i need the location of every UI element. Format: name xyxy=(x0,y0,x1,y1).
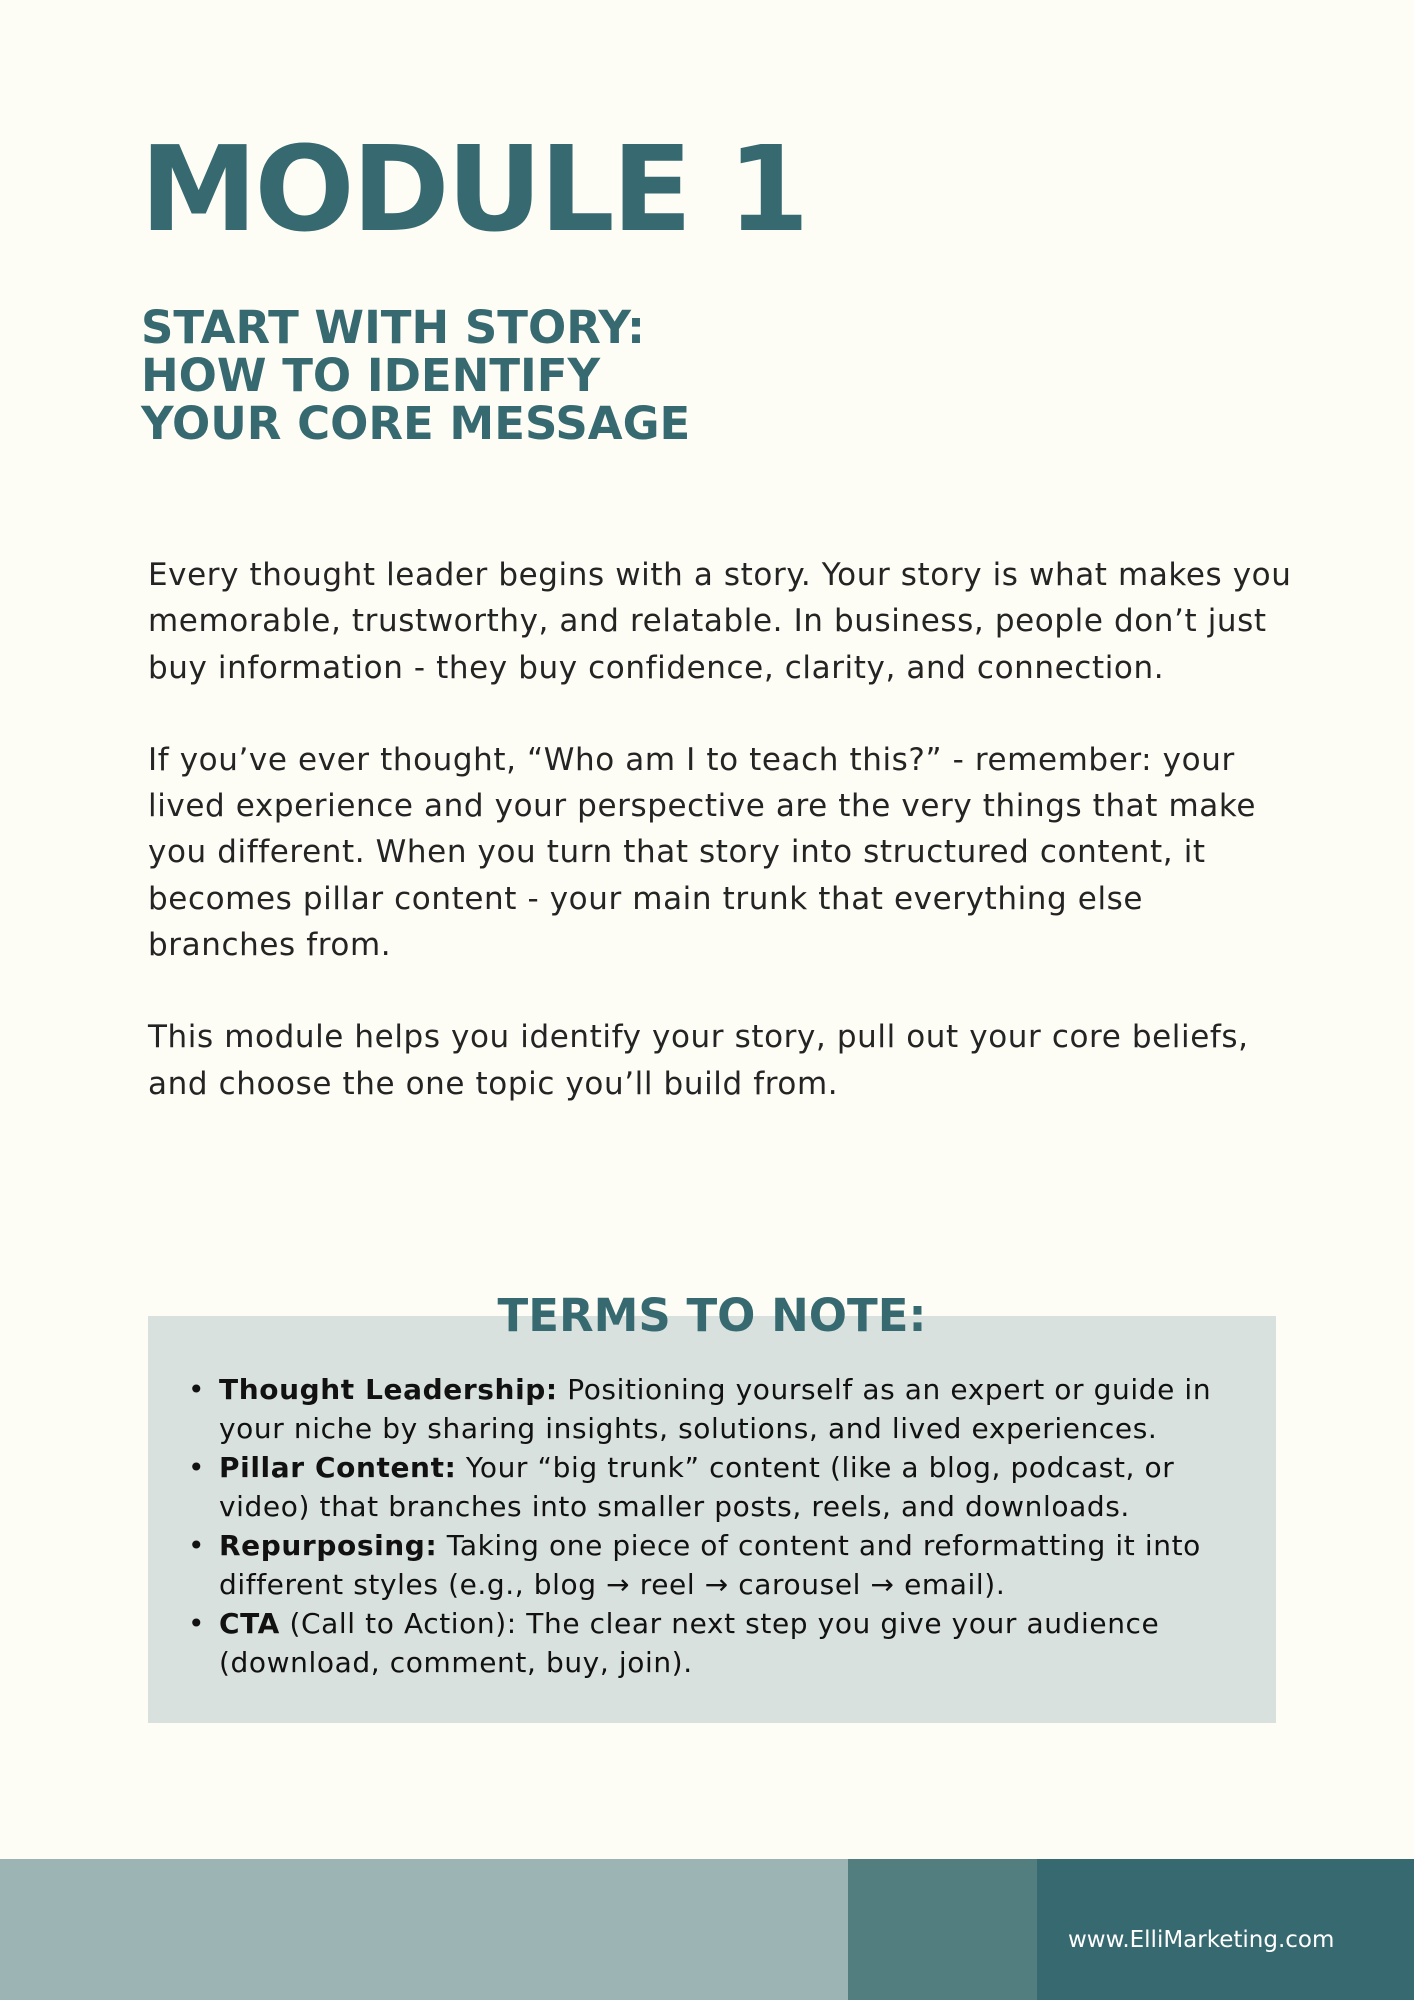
term-item xyxy=(188,1604,1259,1682)
terms-list xyxy=(188,1370,1259,1682)
term-item xyxy=(188,1526,1259,1604)
subtitle-line: START WITH STORY: xyxy=(141,301,646,354)
term-name: CTA xyxy=(219,1607,280,1640)
subtitle-line: HOW TO IDENTIFY xyxy=(141,349,601,402)
term-item xyxy=(188,1370,1259,1448)
term-definition: (Call to Action): The clear next step you give your audience (download, comment, buy, join). xyxy=(219,1607,1160,1679)
intro-paragraph: If you’ve ever thought, “Who am I to teach this?” - remember: your lived experience and your perspective are the very things that make you different. When you turn that story into structured content, it becomes pillar content - your main trunk that everything else branches from. xyxy=(148,741,1257,964)
term-definition: Taking one piece of content and reformatting it into different styles (e.g., blog → reel → carousel → email). xyxy=(219,1529,1201,1601)
bullet-icon: • xyxy=(188,1373,206,1406)
module-title: MODULE 1 xyxy=(140,120,807,258)
bullet-icon: • xyxy=(188,1607,206,1640)
subtitle-line: YOUR CORE MESSAGE xyxy=(141,397,691,450)
intro-paragraph: Every thought leader begins with a story. Your story is what makes you memorable, trustworthy, and relatable. In business, people don’t just buy information - they buy confidence, clarity, and connection. xyxy=(148,557,1292,686)
term-definition: Positioning yourself as an expert or guide in your niche by sharing insights, solutions, and lived experiences. xyxy=(219,1373,1212,1445)
term-definition: Your “big trunk” content (like a blog, podcast, or video) that branches into smaller posts, reels, and downloads. xyxy=(219,1451,1175,1523)
footer-block-light xyxy=(0,1859,848,2000)
term-name: Repurposing: xyxy=(219,1529,438,1562)
bullet-icon: • xyxy=(188,1529,206,1562)
intro-body xyxy=(148,552,1298,1153)
website-link[interactable]: www.ElliMarketing.com xyxy=(1068,1927,1335,1953)
term-name: Thought Leadership: xyxy=(219,1373,558,1406)
term-item xyxy=(188,1448,1259,1526)
term-name: Pillar Content: xyxy=(219,1451,457,1484)
bullet-icon: • xyxy=(188,1451,206,1484)
module-subtitle xyxy=(141,301,691,450)
footer-block-mid xyxy=(848,1859,1037,2000)
intro-paragraph: This module helps you identify your story, pull out your core beliefs, and choose the one topic you’ll build from. xyxy=(148,1019,1249,1102)
terms-title: TERMS TO NOTE: xyxy=(497,1289,927,1342)
